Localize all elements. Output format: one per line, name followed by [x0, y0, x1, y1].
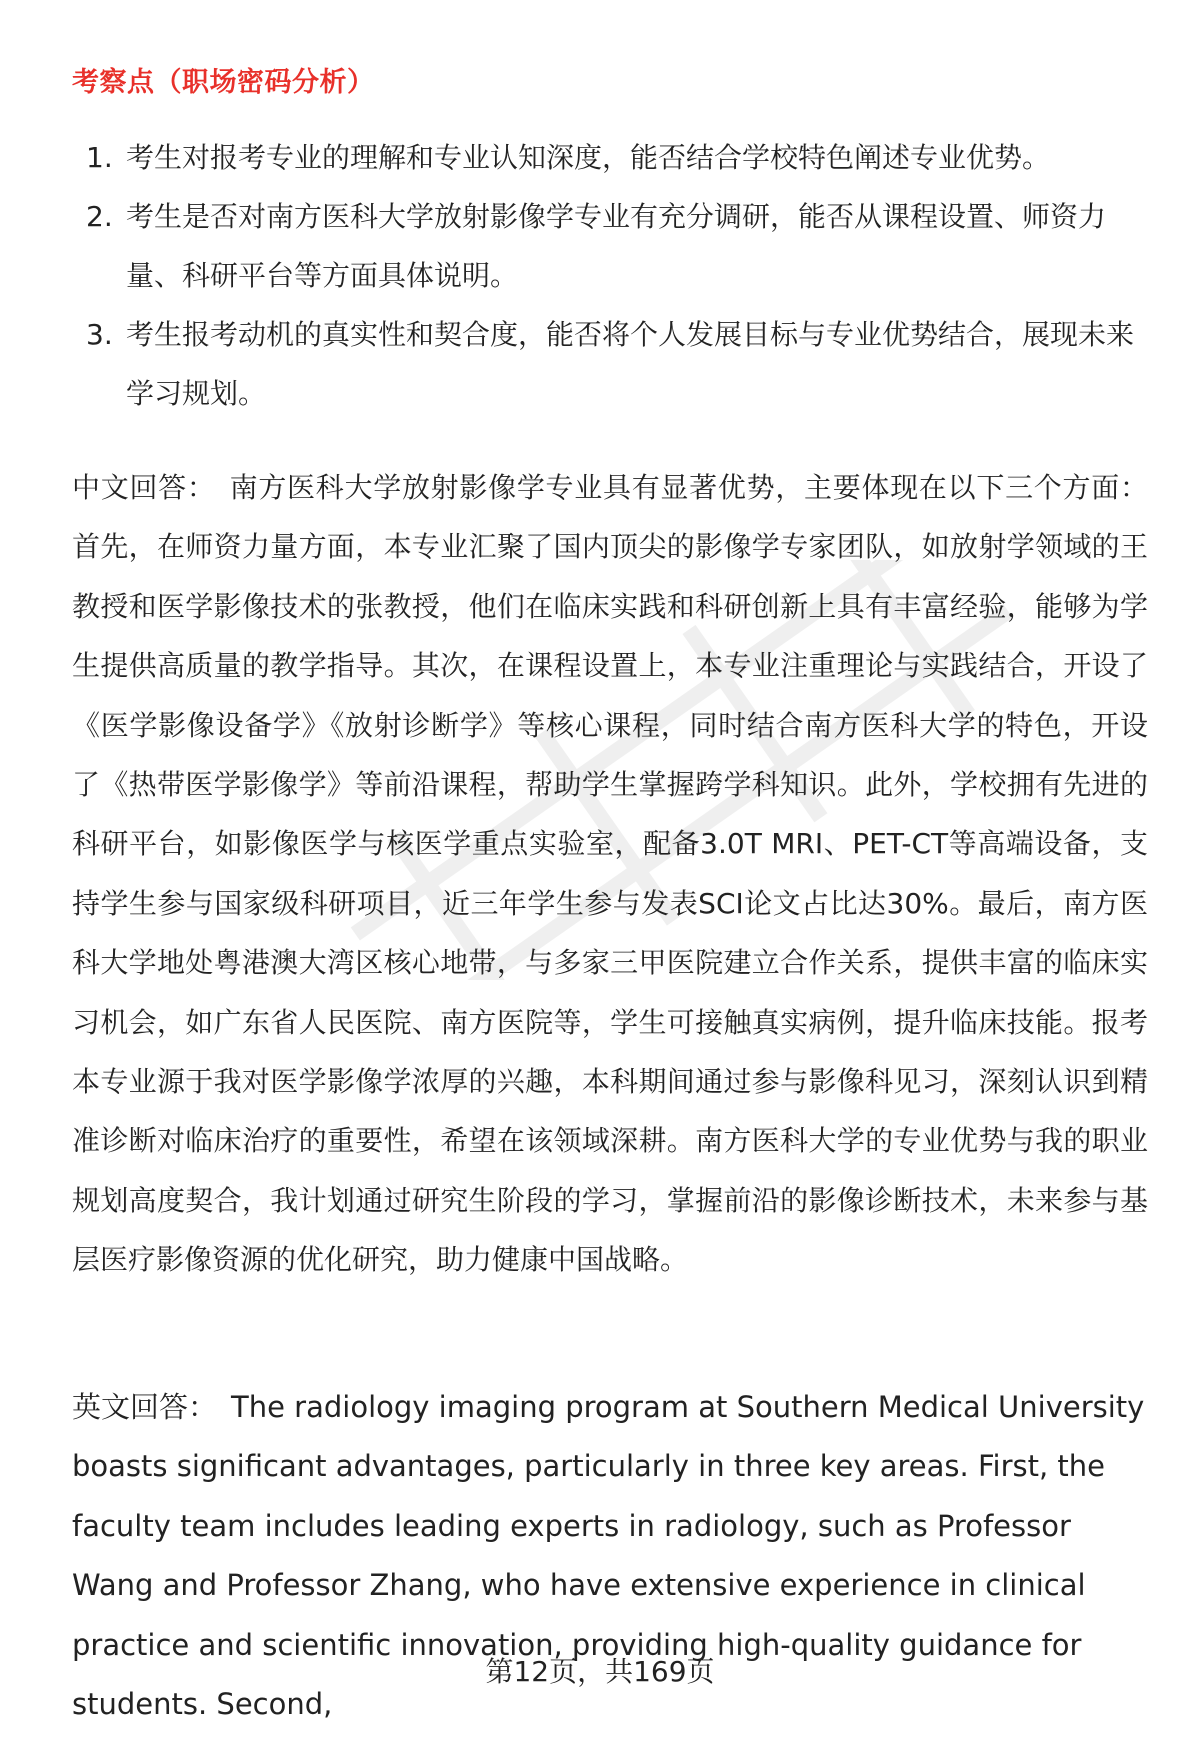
- list-item-text: 考生是否对南方医科大学放射影像学专业有充分调研，能否从课程设置、师资力量、科研平台等方面具体说明。: [126, 200, 1107, 292]
- chinese-answer-label: 中文回答：: [72, 471, 216, 504]
- assessment-points-list: [72, 128, 1142, 423]
- list-item-number: 2.: [86, 200, 113, 233]
- section-title: 考察点（职场密码分析）: [72, 67, 375, 98]
- page-number-footer: 第12页，共169页: [485, 1655, 715, 1688]
- chinese-answer-paragraph: [72, 458, 1148, 1290]
- list-item-number: 1.: [86, 141, 113, 174]
- list-item: [72, 128, 1142, 187]
- list-item-number: 3.: [86, 318, 113, 351]
- english-answer-label: 英文回答：: [72, 1390, 218, 1424]
- english-answer-text: The radiology imaging program at Southern Medical University boasts significant advantages, particularly in three key areas. First, the faculty team includes leading experts in radiology, such as Professor Wang and Professor Zhang, who have extensive experience in clinical practice and scientific innovation, providing high-quality guidance for students. Second,: [72, 1390, 1145, 1722]
- list-item: [72, 187, 1142, 305]
- chinese-answer-text: 南方医科大学放射影像学专业具有显著优势，主要体现在以下三个方面：首先，在师资力量方面，本专业汇聚了国内顶尖的影像学专家团队，如放射学领域的王教授和医学影像技术的张教授，他们在临床实践和科研创新上具有丰富经验，能够为学生提供高质量的教学指导。其次，在课程设置上，本专业注重理论与实践结合，开设了《医学影像设备学》《放射诊断学》等核心课程，同时结合南方医科大学的特色，开设了《热带医学影像学》等前沿课程，帮助学生掌握跨学科知识。此外，学校拥有先进的科研平台，如影像医学与核医学重点实验室，配备3.0T MRI、PET-CT等高端设备，支持学生参与国家级科研项目，近三年学生参与发表SCI论文占比达30%。最后，南方医科大学地处粤港澳大湾区核心地带，与多家三甲医院建立合作关系，提供丰富的临床实习机会，如广东省人民医院、南方医院等，学生可接触真实病例，提升临床技能。报考本专业源于我对医学影像学浓厚的兴趣，本科期间通过参与影像科见习，深刻认识到精准诊断对临床治疗的重要性，希望在该领域深耕。南方医科大学的专业优势与我的职业规划高度契合，我计划通过研究生阶段的学习，掌握前沿的影像诊断技术，未来参与基层医疗影像资源的优化研究，助力健康中国战略。: [72, 471, 1148, 1277]
- list-item: [72, 305, 1142, 423]
- list-item-text: 考生对报考专业的理解和专业认知深度，能否结合学校特色阐述专业优势。: [126, 141, 1051, 174]
- list-item-text: 考生报考动机的真实性和契合度，能否将个人发展目标与专业优势结合，展现未来学习规划。: [126, 318, 1135, 410]
